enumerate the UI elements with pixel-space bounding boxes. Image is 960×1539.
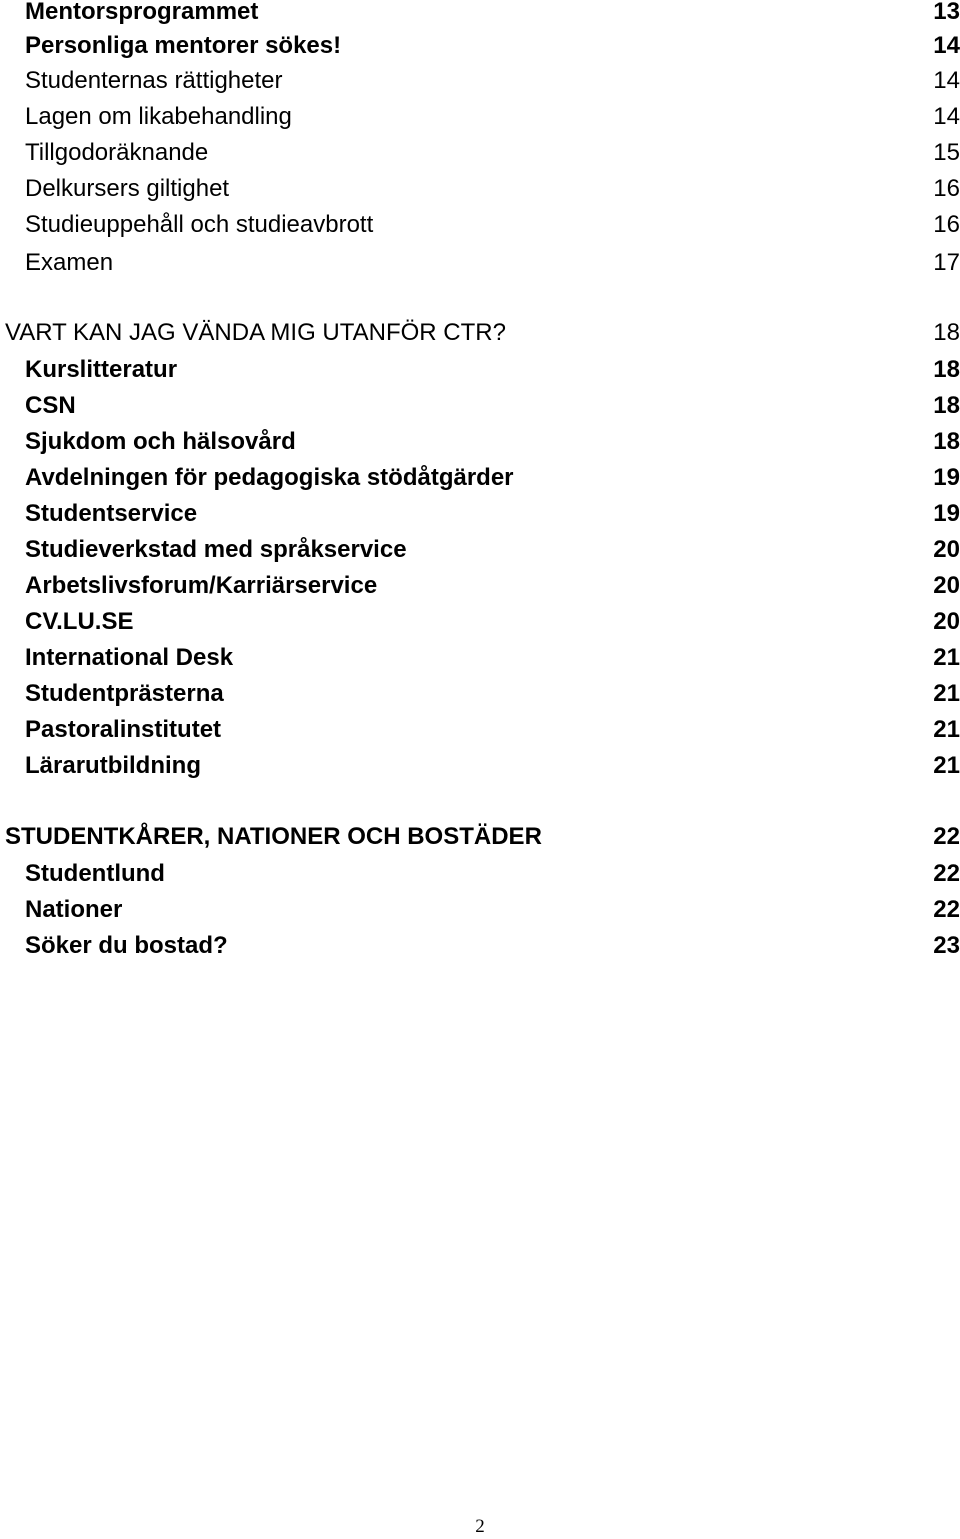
toc-entry-page: 20 xyxy=(933,572,960,599)
toc-entry-title: Studenternas rättigheter xyxy=(25,67,283,94)
toc-entry-page: 21 xyxy=(933,752,960,779)
toc-entry-title: Avdelningen för pedagogiska stödåtgärder xyxy=(25,464,514,491)
toc-entry-page: 19 xyxy=(933,500,960,527)
toc-entry-page: 21 xyxy=(933,680,960,707)
toc-entry-page: 22 xyxy=(933,860,960,887)
toc-entry-delkursers-giltighet[interactable] xyxy=(25,171,960,207)
toc-entry-page: 21 xyxy=(933,644,960,671)
toc-section-vart-kan-jag-vanda-mig[interactable] xyxy=(5,315,960,351)
toc-entry-title: Studentservice xyxy=(25,500,198,527)
toc-entry-title: Nationer xyxy=(25,896,123,923)
toc-entry-title: Söker du bostad? xyxy=(25,932,228,959)
toc-entry-title: Studentlund xyxy=(25,860,165,887)
toc-entry-studenternas-rattigheter[interactable] xyxy=(25,63,960,99)
toc-entry-title: Pastoralinstitutet xyxy=(25,716,222,743)
toc-entry-page: 18 xyxy=(933,428,960,455)
toc-entry-soker-du-bostad[interactable] xyxy=(25,928,960,964)
toc-entry-studentprasterna[interactable] xyxy=(25,676,960,712)
toc-entry-page: 16 xyxy=(933,211,960,238)
toc-entry-page: 23 xyxy=(933,932,960,959)
toc-entry-title: Arbetslivsforum/Karriärservice xyxy=(25,572,378,599)
toc-entry-page: 15 xyxy=(933,139,960,166)
toc-entry-tillgodoraknande[interactable] xyxy=(25,135,960,171)
toc-entry-page: 22 xyxy=(933,896,960,923)
toc-entry-title: Studentprästerna xyxy=(25,680,224,707)
toc-entry-page: 14 xyxy=(933,32,960,59)
toc-entry-title: Studieverkstad med språkservice xyxy=(25,536,407,563)
toc-entry-sjukdom-och-halsovard[interactable] xyxy=(25,424,960,460)
toc-entry-page: 18 xyxy=(933,319,960,346)
toc-entry-title: Studieuppehåll och studieavbrott xyxy=(25,211,374,238)
toc-entry-lararutbildning[interactable] xyxy=(25,748,960,784)
toc-entry-csn[interactable] xyxy=(25,388,960,424)
toc-entry-page: 20 xyxy=(933,608,960,635)
toc-entry-international-desk[interactable] xyxy=(25,640,960,676)
toc-entry-title: Lagen om likabehandling xyxy=(25,103,292,130)
toc-entry-examen[interactable] xyxy=(25,245,960,281)
page-number: 2 xyxy=(475,1516,485,1537)
toc-entry-title: Sjukdom och hälsovård xyxy=(25,428,296,455)
toc-entry-title: Tillgodoräknande xyxy=(25,139,209,166)
toc-entry-title: VART KAN JAG VÄNDA MIG UTANFÖR CTR? xyxy=(5,319,506,346)
toc-entry-title: Kurslitteratur xyxy=(25,356,178,383)
toc-entry-page: 14 xyxy=(933,67,960,94)
toc-entry-mentorsprogrammet[interactable] xyxy=(25,0,960,30)
toc-entry-personliga-mentorer[interactable] xyxy=(25,28,960,64)
toc-entry-title: Lärarutbildning xyxy=(25,752,201,779)
toc-entry-page: 22 xyxy=(933,823,960,850)
toc-entry-title: CSN xyxy=(25,392,76,419)
toc-entry-cv-lu-se[interactable] xyxy=(25,604,960,640)
toc-entry-title: International Desk xyxy=(25,644,234,671)
toc-entry-page: 18 xyxy=(933,356,960,383)
toc-entry-page: 20 xyxy=(933,536,960,563)
toc-entry-title: Personliga mentorer sökes! xyxy=(25,32,342,59)
toc-entry-page: 17 xyxy=(933,249,960,276)
toc-entry-page: 14 xyxy=(933,103,960,130)
toc-entry-studieverkstad[interactable] xyxy=(25,532,960,568)
toc-entry-title: Delkursers giltighet xyxy=(25,175,230,202)
toc-entry-nationer[interactable] xyxy=(25,892,960,928)
toc-entry-studentservice[interactable] xyxy=(25,496,960,532)
toc-entry-title: CV.LU.SE xyxy=(25,608,134,635)
toc-entry-lagen-om-likabehandling[interactable] xyxy=(25,99,960,135)
toc-entry-pedagogiska-stodatgarder[interactable] xyxy=(25,460,960,496)
toc-entry-page: 19 xyxy=(933,464,960,491)
toc-entry-page: 13 xyxy=(933,0,960,25)
toc-section-studentkarer[interactable] xyxy=(5,819,960,855)
toc-entry-page: 18 xyxy=(933,392,960,419)
toc-entry-title: STUDENTKÅRER, NATIONER OCH BOSTÄDER xyxy=(5,823,542,850)
toc-entry-studentlund[interactable] xyxy=(25,856,960,892)
toc-entry-title: Examen xyxy=(25,249,114,276)
toc-entry-page: 16 xyxy=(933,175,960,202)
toc-entry-arbetslivsforum[interactable] xyxy=(25,568,960,604)
toc-entry-studieuppehall[interactable] xyxy=(25,207,960,243)
toc-entry-kurslitteratur[interactable] xyxy=(25,352,960,388)
toc-entry-page: 21 xyxy=(933,716,960,743)
toc-entry-title: Mentorsprogrammet xyxy=(25,0,259,25)
toc-entry-pastoralinstitutet[interactable] xyxy=(25,712,960,748)
